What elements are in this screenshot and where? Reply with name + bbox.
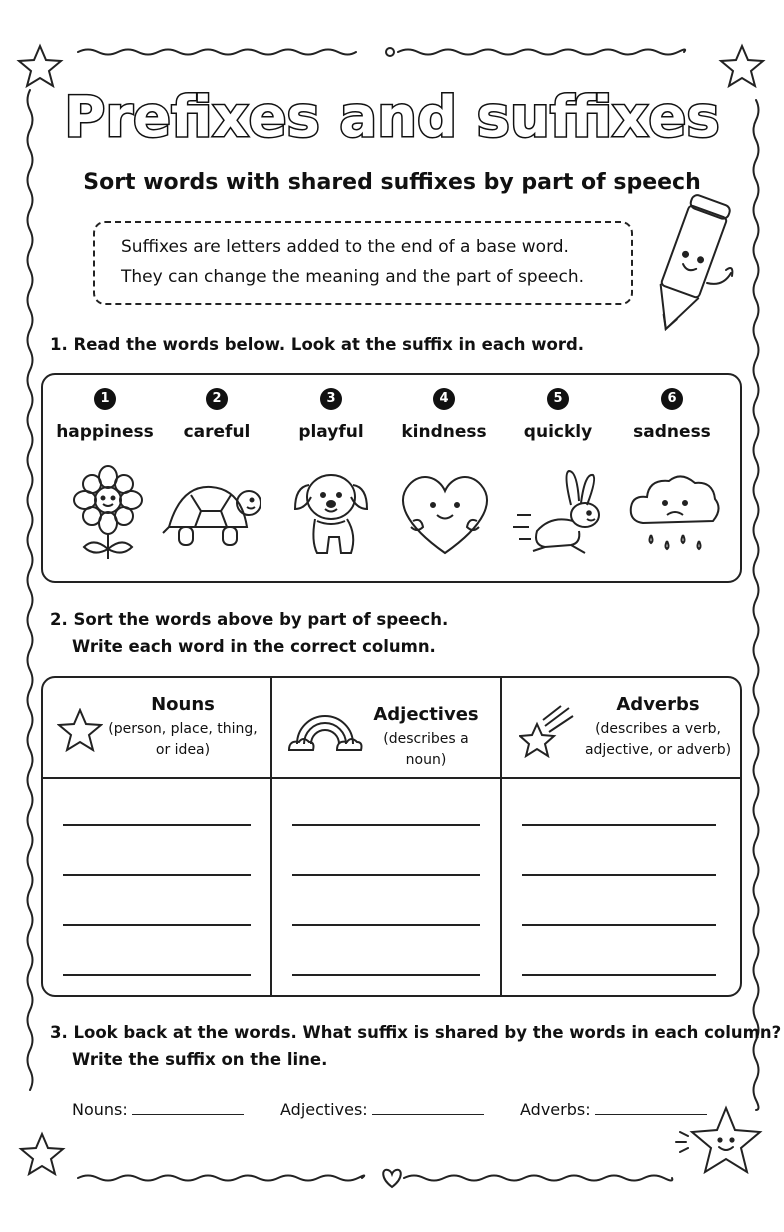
- word-number: 6: [661, 388, 683, 410]
- column-heading: Nouns: [151, 694, 215, 715]
- page-subtitle: Sort words with shared suffixes by part of speech: [83, 170, 701, 195]
- writing-line[interactable]: [63, 974, 251, 976]
- writing-line[interactable]: [522, 974, 716, 976]
- writing-line[interactable]: [292, 824, 480, 826]
- word-text: sadness: [633, 422, 711, 442]
- info-line-1: Suffixes are letters added to the end of a base word.: [121, 237, 569, 257]
- writing-line[interactable]: [522, 824, 716, 826]
- answer-adjectives: [280, 1100, 484, 1119]
- word-text: kindness: [401, 422, 487, 442]
- word-card: [614, 387, 730, 442]
- word-bank: [41, 373, 742, 583]
- writing-line[interactable]: [292, 874, 480, 876]
- question-3-line-2: Write the suffix on the line.: [72, 1050, 328, 1069]
- word-card: [159, 387, 275, 442]
- word-number: 3: [320, 388, 342, 410]
- word-card: [500, 387, 616, 442]
- answer-adverbs: [520, 1100, 707, 1119]
- column-description: (describes a verb,: [595, 721, 721, 737]
- column-divider: [270, 678, 272, 995]
- writing-line[interactable]: [63, 924, 251, 926]
- column-description: or idea): [155, 742, 211, 758]
- column-heading: Adjectives: [373, 704, 479, 725]
- word-text: careful: [183, 422, 251, 442]
- puppy-icon: [281, 465, 381, 561]
- answer-label: Adjectives:: [280, 1100, 368, 1119]
- column-description: (describes a noun): [383, 731, 469, 768]
- star-icon: [57, 708, 103, 752]
- info-box: [93, 221, 633, 305]
- answer-line[interactable]: [132, 1113, 244, 1115]
- word-card: [273, 387, 389, 442]
- word-text: playful: [298, 422, 364, 442]
- column-header-nouns: [103, 694, 263, 793]
- bunny-icon: [511, 465, 611, 561]
- column-heading: Adverbs: [616, 694, 700, 715]
- writing-line[interactable]: [522, 874, 716, 876]
- shooting-star-icon: [519, 704, 575, 758]
- sorting-table: [41, 676, 742, 997]
- writing-line[interactable]: [63, 874, 251, 876]
- word-number: 2: [206, 388, 228, 410]
- writing-line[interactable]: [292, 974, 480, 976]
- word-number: 1: [94, 388, 116, 410]
- question-2-line-1: 2. Sort the words above by part of speech.: [50, 610, 449, 629]
- word-number: 5: [547, 388, 569, 410]
- heart-icon: [395, 465, 495, 561]
- column-divider: [500, 678, 502, 995]
- word-card: [386, 387, 502, 442]
- writing-line[interactable]: [522, 924, 716, 926]
- answer-line[interactable]: [372, 1113, 484, 1115]
- turtle-icon: [161, 465, 261, 561]
- word-card: [47, 387, 163, 442]
- answer-nouns: [72, 1100, 244, 1119]
- page-title-text: Prefixes and suffixes: [64, 85, 720, 150]
- rainbow-icon: [287, 700, 363, 758]
- word-text: quickly: [523, 422, 593, 442]
- word-text: happiness: [56, 422, 154, 442]
- column-description: (person, place, thing,: [108, 721, 258, 737]
- column-header-adverbs: [573, 694, 742, 793]
- column-description: adjective, or adverb): [584, 742, 732, 758]
- question-2: [50, 606, 448, 660]
- question-1: 1. Read the words below. Look at the suffix in each word.: [50, 335, 585, 354]
- writing-line[interactable]: [292, 924, 480, 926]
- rain-cloud-icon: [625, 465, 725, 561]
- word-number: 4: [433, 388, 455, 410]
- page-title: [0, 78, 784, 158]
- writing-line[interactable]: [63, 824, 251, 826]
- answer-label: Nouns:: [72, 1100, 128, 1119]
- question-3-line-1: 3. Look back at the words. What suffix is shared by the words in each column?: [50, 1023, 782, 1042]
- question-2-line-2: Write each word in the correct column.: [72, 637, 436, 656]
- column-header-adjectives: [361, 704, 491, 803]
- answer-label: Adverbs:: [520, 1100, 591, 1119]
- answer-line[interactable]: [595, 1113, 707, 1115]
- info-line-2: They can change the meaning and the part of speech.: [121, 267, 585, 287]
- flower-icon: [58, 465, 158, 561]
- question-3: [50, 1019, 781, 1073]
